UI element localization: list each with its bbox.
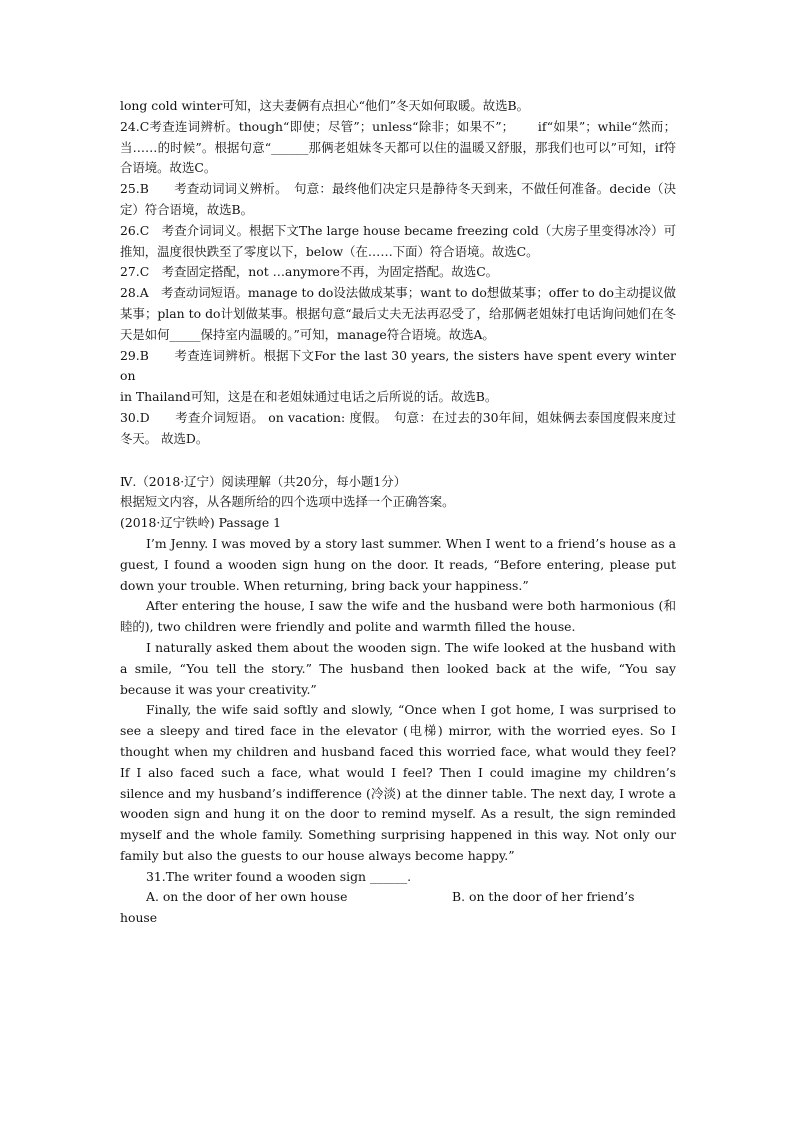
option-a: A. on the door of her own house xyxy=(146,889,348,905)
answer-explanation: long cold winter可知，这夫妻俩有点担心“他们”冬天如何取暖。故选B。 xyxy=(120,98,530,113)
passage-paragraph: I’m Jenny. I was moved by a story last summer. When I went to a friend’s house as a guest, I found a wooden sign hung on the door. It reads, “Before entering, please put down your trouble. When returning, bring back your happiness.” xyxy=(120,535,676,593)
answer-explanation: 27.C 考查固定搭配，not …anymore不再，为固定搭配。故选C。 xyxy=(120,264,499,280)
passage-title: (2018·辽宁铁岭) Passage 1 xyxy=(120,515,281,531)
answer-explanation: 30.D 考查介词短语。 on vacation: 度假。 句意：在过去的30年间，姐妹俩去泰国度假来度过冬天。 故选D。 xyxy=(120,409,676,446)
answer-explanation: in Thailand可知，这是在和老姐妹通过电话之后所说的话。故选B。 xyxy=(120,389,498,405)
passage-paragraph: I naturally asked them about the wooden sign. The wife looked at the husband with a smile, “You tell the story.” The husband then looked back at the wife, “You say because it was your creativity.” xyxy=(120,639,676,697)
section-instruction: 根据短文内容，从各题所给的四个选项中选择一个正确答案。 xyxy=(120,494,455,510)
passage-paragraph: Finally, the wife said softly and slowly, “Once when I got home, I was surprised to see a sleepy and tired face in the elevator (电梯) mirror, with the worried eyes. So I thought when my children and husband faced this worried face, what would they feel? If I also faced such a face, what would I feel? Then I could imagine my children’s silence and my husband’s indifference (冷淡) at the dinner table. The next day, I wrote a wooden sign and hung it on the door to remind myself. As a result, the sign reminded myself and the whole family. Something surprising happened in this way. Not only our family but also the guests to our house always become happy.” xyxy=(120,702,676,863)
answer-explanation: 25.B 考查动词词义辨析。 句意：最终他们决定只是静待冬天到来，不做任何准备。decide（决定）符合语境，故选B。 xyxy=(120,181,676,217)
answer-explanation: 28.A 考查动词短语。manage to do设法做成某事；want to do想做某事；offer to do主动提议做某事；plan to do计划做某事。根据句意“最后丈夫无法再忍受了，给那俩老姐妹打电话询问她们在冬天是如何_____保持室内温暖的。”可知，manage符合语境。故选A。 xyxy=(120,285,676,342)
section-heading: Ⅳ.（2018·辽宁）阅读理解（共20分，每小题1分） xyxy=(120,473,407,489)
passage-paragraph: After entering the house, I saw the wife and the husband were both harmonious (和睦的), two children were friendly and polite and warmth filled the house. xyxy=(120,598,676,635)
option-b-continued: house xyxy=(120,910,158,926)
question-options xyxy=(120,887,676,908)
answer-explanation: 29.B 考查连词辨析。根据下文For the last 30 years, the sisters have spent every winter on xyxy=(120,347,676,384)
document-page xyxy=(120,96,676,929)
option-b: B. on the door of her friend’s xyxy=(452,889,635,905)
answer-explanation: 26.C 考查介词词义。根据下文The large house became freezing cold（大房子里变得冰冷）可推知，温度很快跌至了零度以下，below（在……下面）符合语境。故选C。 xyxy=(120,222,676,259)
spacer xyxy=(120,450,676,472)
answer-explanation: 24.C考查连词辨析。though“即使；尽管”；unless“除非；如果不”； if“如果”；while“然而；当……的时候”。根据句意“______那俩老姐妹冬天都可以住的温暖又舒服，那我们也可以”可知，if符合语境。故选C。 xyxy=(120,118,676,176)
question-stem: 31.The writer found a wooden sign ______. xyxy=(146,868,412,884)
